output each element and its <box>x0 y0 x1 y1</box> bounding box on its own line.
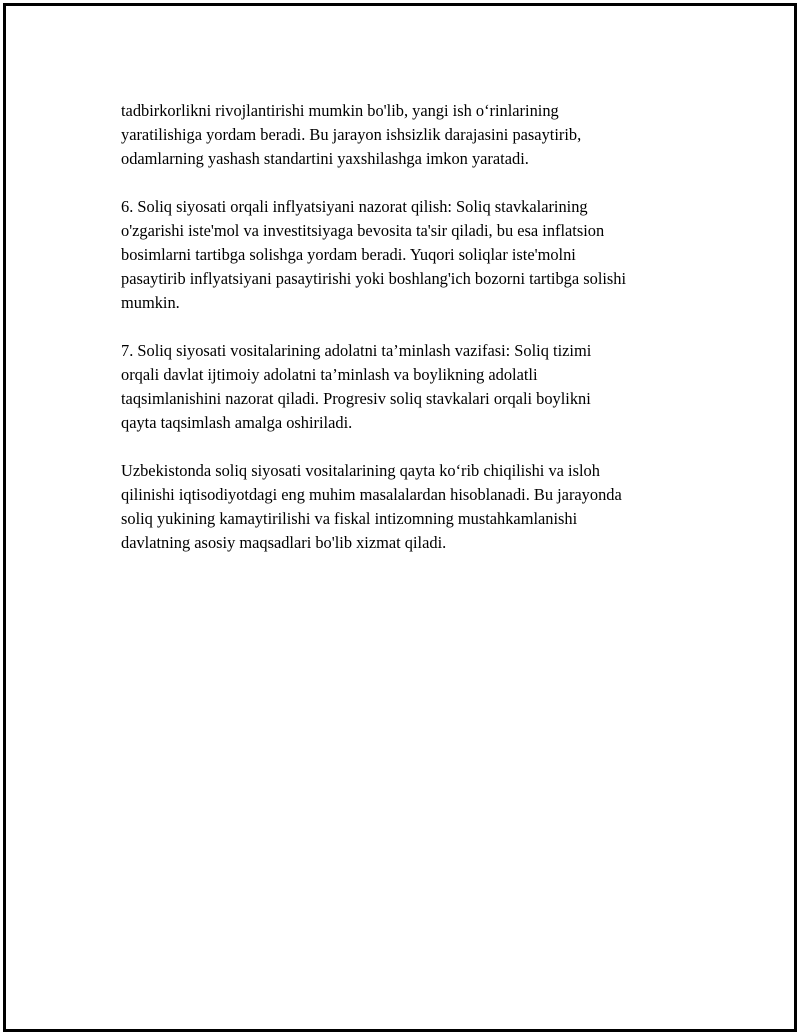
paragraph-uzbekistan-reform: Uzbekistonda soliq siyosati vositalarining qayta ko‘rib chiqilishi va isloh qilinishi iqtisodiyotdagi eng muhim masalalardan hisoblanadi. Bu jarayonda soliq yukining kamaytirilishi va fiskal intizomning mustahkamlanishi davlatning asosiy maqsadlari bo'lib xizmat qiladi. <box>121 461 622 552</box>
page-content <box>121 99 701 579</box>
paragraph-fairness: 7. Soliq siyosati vositalarining adolatni ta’minlash vazifasi: Soliq tizimi orqali davlat ijtimoiy adolatni ta’minlash va boylikning adolatli taqsimlanishini nazorat qiladi. Progresiv soliq stavkalari orqali boylikni qayta taqsimlash amalga oshiriladi. <box>121 341 592 432</box>
paragraph-inflation-control: 6. Soliq siyosati orqali inflyatsiyani nazorat qilish: Soliq stavkalarining o'zgarishi iste'mol va investitsiyaga bevosita ta'sir qiladi, bu esa inflatsion bosimlarni tartibga solishga yordam beradi. Yuqori soliqlar iste'molni pasaytirib inflyatsiyani pasaytirishi yoki boshlang'ich bozorni tartibga solishi mumkin. <box>121 197 627 312</box>
paragraph-employment: tadbirkorlikni rivojlantirishi mumkin bo'lib, yangi ish o‘rinlarining yaratilishiga yordam beradi. Bu jarayon ishsizlik darajasini pasaytirib, odamlarning yashash standartini yaxshilashga imkon yaratadi. <box>121 101 582 168</box>
page-frame <box>3 3 797 1032</box>
